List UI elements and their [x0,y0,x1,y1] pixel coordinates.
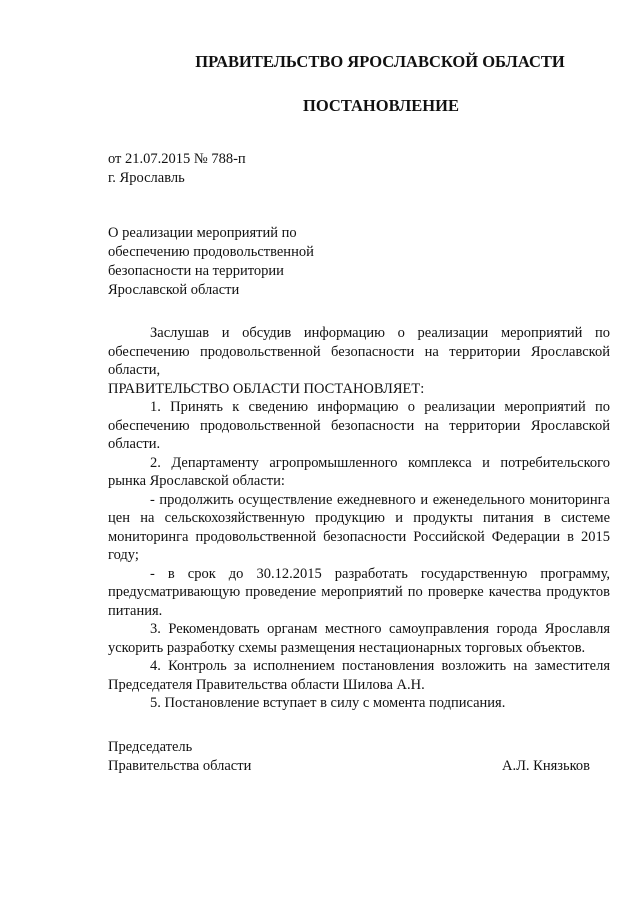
item-2-bullet-2: - в срок до 30.12.2015 разработать государственную программу, предусматривающую проведение мероприятий по проверке качества продуктов питания. [108,565,610,619]
document-subject [108,224,348,300]
signer-position-line-2: Правительства области [108,758,252,774]
government-title: ПРАВИТЕЛЬСТВО ЯРОСЛАВСКОЙ ОБЛАСТИ [195,52,565,71]
item-1: 1. Принять к сведению информацию о реализации мероприятий по обеспечению продовольственной безопасности на территории Ярославской области. [108,399,610,452]
subject-line: О реализации мероприятий по [108,225,297,241]
item-5: 5. Постановление вступает в силу с момента подписания. [150,695,506,711]
signer-name: А.Л. Князьков [501,758,590,774]
item-2: 2. Департаменту агропромышленного комплекса и потребительского рынка Ярославской области: [108,454,610,489]
signature-block [108,738,590,776]
signer-position-line-1: Председатель [108,739,193,755]
item-3: 3. Рекомендовать органам местного самоуправления города Ярославля ускорить разработку схемы размещения нестационарных торговых объектов. [108,621,610,656]
resolve-line: ПРАВИТЕЛЬСТВО ОБЛАСТИ ПОСТАНОВЛЯЕТ: [108,380,425,397]
document-type-title: ПОСТАНОВЛЕНИЕ [303,96,459,115]
intro-paragraph: Заслушав и обсудив информацию о реализации мероприятий по обеспечению продовольственной безопасности на территории Ярославской области, [108,325,610,378]
city: г. Ярославль [108,170,185,186]
item-2-bullet-1: - продолжить осуществление ежедневного и еженедельного мониторинга цен на сельскохозяйственную продукцию и продукты питания в системе мониторинга продовольственной безопасности Российской Федерации в 2015 году; [108,491,610,563]
subject-line: обеспечению продовольственной [108,244,314,260]
document-meta [108,150,246,188]
item-4: 4. Контроль за исполнением постановления возложить на заместителя Председателя Правительства области Шилова А.Н. [108,658,610,693]
subject-line: безопасности на территории [108,263,284,279]
subject-line: Ярославской области [108,282,240,298]
date-number: от 21.07.2015 № 788-п [108,151,246,167]
document-body [108,324,610,713]
